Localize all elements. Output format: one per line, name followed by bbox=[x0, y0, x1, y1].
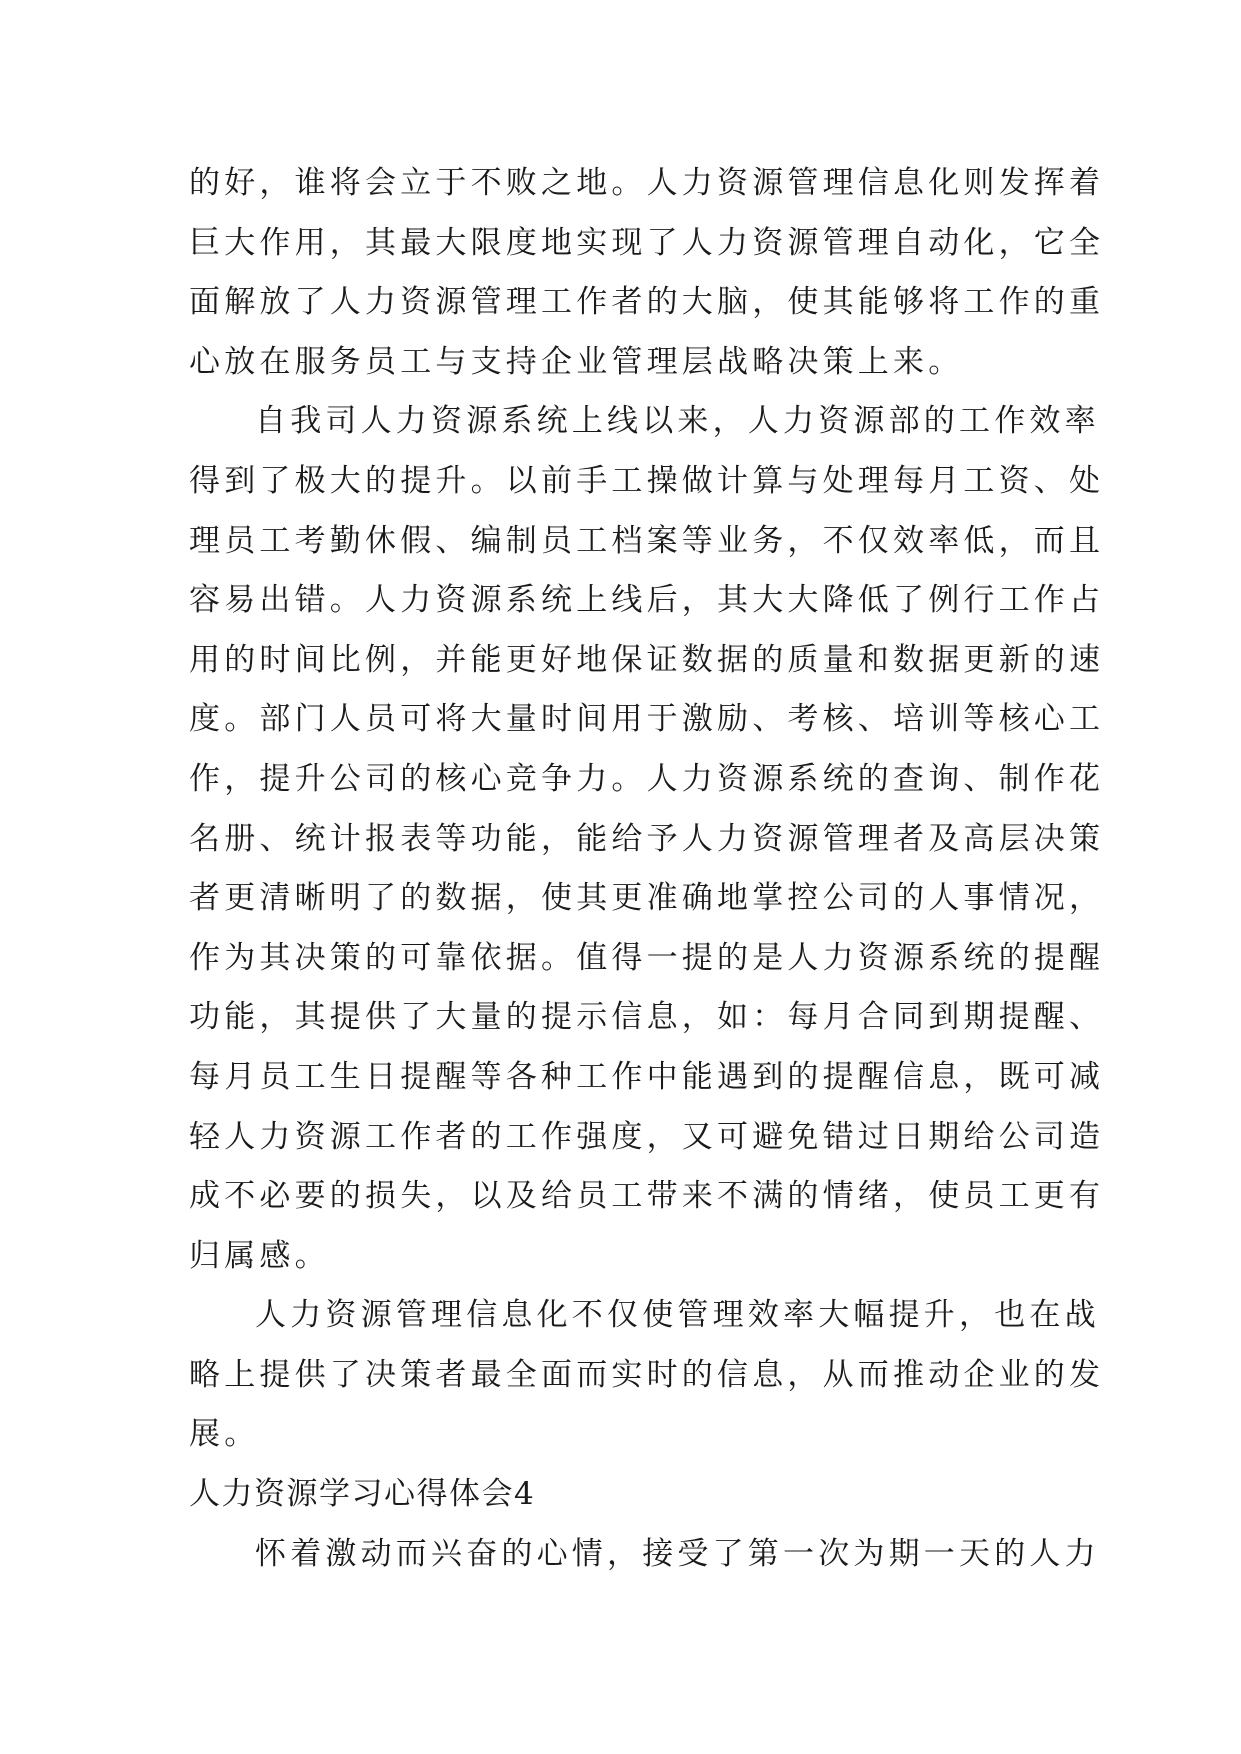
text-line: 作为其决策的可靠依据。值得一提的是人力资源系统的提醒 bbox=[189, 939, 1105, 976]
text-line: 容易出错。人力资源系统上线后，其大大降低了例行工作占 bbox=[189, 582, 1105, 619]
text-line: 每月员工生日提醒等各种工作中能遇到的提醒信息，既可减 bbox=[189, 1058, 1105, 1095]
document-body bbox=[189, 154, 1105, 1584]
text-line: 用的时间比例，并能更好地保证数据的质量和数据更新的速 bbox=[189, 641, 1105, 678]
text-line: 人力资源管理信息化不仅使管理效率大幅提升，也在战 bbox=[255, 1297, 1100, 1334]
text-line: 归属感。 bbox=[189, 1237, 330, 1274]
text-line: 的好，谁将会立于不败之地。人力资源管理信息化则发挥着 bbox=[189, 165, 1105, 201]
text-line: 者更清晰明了的数据，使其更准确地掌控公司的人事情况， bbox=[189, 880, 1105, 917]
text-line: 得到了极大的提升。以前手工操做计算与处理每月工资、处 bbox=[189, 462, 1105, 499]
text-line: 轻人力资源工作者的工作强度，又可避免错过日期给公司造 bbox=[189, 1118, 1105, 1155]
text-line: 心放在服务员工与支持企业管理层战略决策上来。 bbox=[189, 343, 964, 380]
text-line: 名册、统计报表等功能，能给予人力资源管理者及高层决策 bbox=[189, 820, 1105, 857]
text-line: 理员工考勤休假、编制员工档案等业务，不仅效率低，而且 bbox=[189, 522, 1105, 559]
text-line: 怀着激动而兴奋的心情，接受了第一次为期一天的人力 bbox=[255, 1535, 1100, 1572]
text-line: 成不必要的损失，以及给员工带来不满的情绪，使员工更有 bbox=[189, 1178, 1105, 1215]
text-line: 自我司人力资源系统上线以来，人力资源部的工作效率 bbox=[255, 403, 1100, 440]
text-line: 展。 bbox=[189, 1416, 260, 1453]
text-line: 功能，其提供了大量的提示信息，如：每月合同到期提醒、 bbox=[189, 999, 1105, 1036]
text-line: 度。部门人员可将大量时间用于激励、考核、培训等核心工 bbox=[189, 701, 1105, 738]
text-line: 作，提升公司的核心竞争力。人力资源系统的查询、制作花 bbox=[189, 760, 1105, 797]
section-heading: 人力资源学习心得体会4 bbox=[189, 1476, 536, 1513]
text-line: 略上提供了决策者最全面而实时的信息，从而推动企业的发 bbox=[189, 1356, 1105, 1393]
text-line: 巨大作用，其最大限度地实现了人力资源管理自动化，它全 bbox=[189, 224, 1105, 261]
text-line: 面解放了人力资源管理工作者的大脑，使其能够将工作的重 bbox=[189, 284, 1105, 321]
